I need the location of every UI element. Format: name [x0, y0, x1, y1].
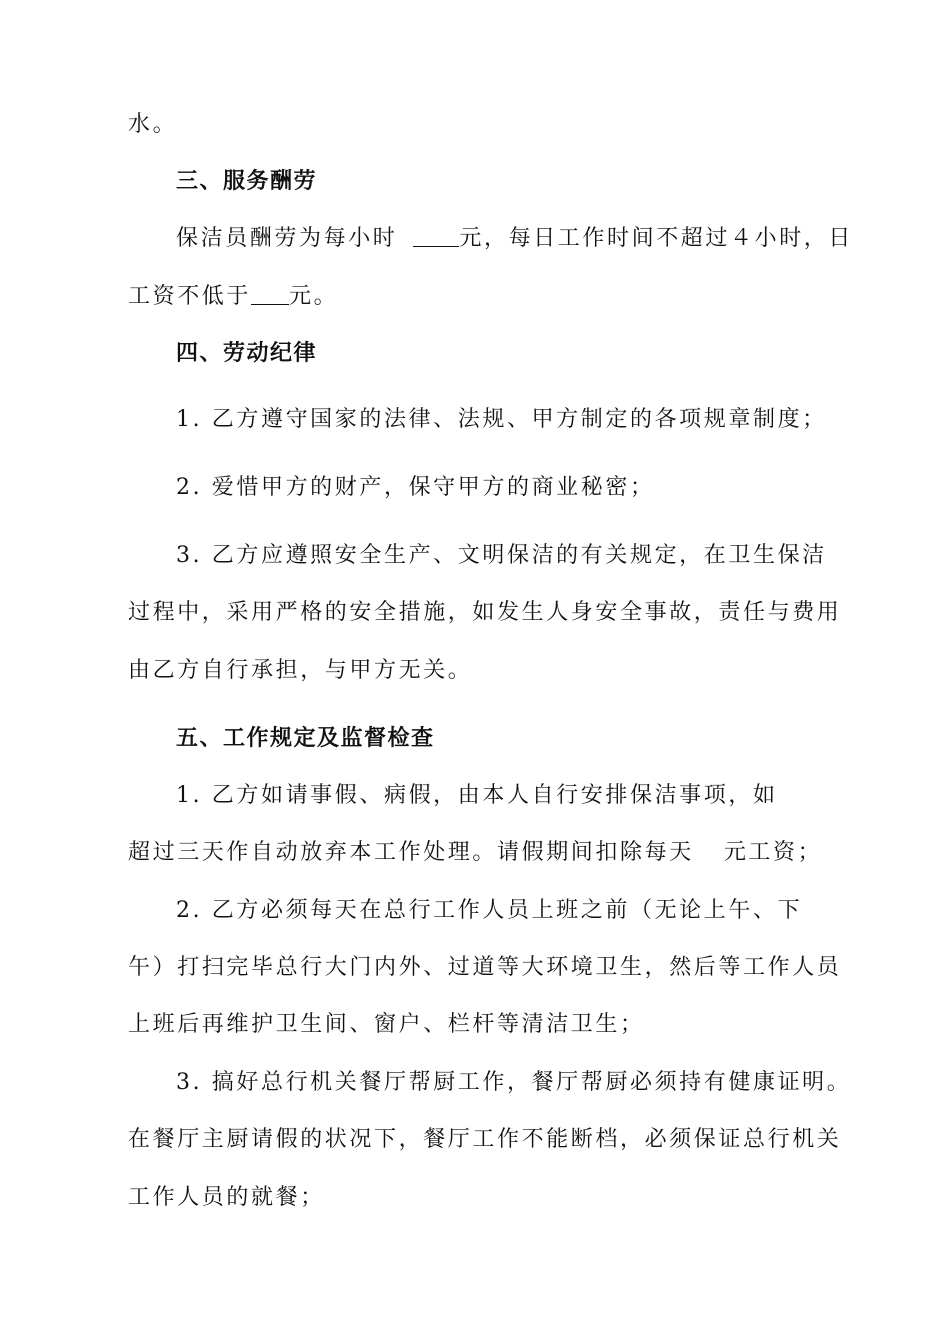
text-line: 过程中，采用严格的安全措施，如发生人身安全事故，责任与费用 — [128, 600, 842, 625]
section-heading-4: 四、劳动纪律 — [176, 341, 318, 366]
section-heading-5: 五、工作规定及监督检查 — [176, 726, 435, 751]
text-segment: 元工资； — [723, 840, 823, 865]
text-segment: 保洁员酬劳为每小时 — [176, 226, 398, 251]
text-line: 3. 搞好总行机关餐厅帮厨工作，餐厅帮厨必须持有健康证明。 — [176, 1070, 852, 1095]
fill-blank — [413, 226, 459, 247]
section-heading-3: 三、服务酬劳 — [176, 169, 318, 194]
text-line: 在餐厅主厨请假的状况下，餐厅工作不能断档，必须保证总行机关 — [128, 1127, 842, 1152]
text-line: 水。 — [128, 112, 178, 137]
text-line: 2. 爱惜甲方的财产，保守甲方的商业秘密； — [176, 475, 655, 500]
text-line: 2. 乙方必须每天在总行工作人员上班之前（无论上午、下 — [176, 898, 803, 923]
fill-blank — [251, 284, 289, 305]
text-line: 1. 乙方如请事假、病假，由本人自行安排保洁事项，如 — [176, 783, 778, 808]
text-line — [176, 224, 853, 254]
text-line: 上班后再维护卫生间、窗户、栏杆等清洁卫生； — [128, 1012, 645, 1037]
text-segment: 超过三天作自动放弃本工作处理。请假期间扣除每天 — [128, 840, 694, 865]
text-line — [128, 838, 822, 868]
text-line: 1. 乙方遵守国家的法律、法规、甲方制定的各项规章制度； — [176, 407, 827, 432]
text-line — [128, 282, 338, 312]
text-line: 工作人员的就餐； — [128, 1185, 325, 1210]
text-segment: 元，每日工作时间不超过４小时，日 — [459, 226, 854, 251]
text-line: 3. 乙方应遵照安全生产、文明保洁的有关规定，在卫生保洁 — [176, 543, 827, 568]
text-line: 由乙方自行承担，与甲方无关。 — [128, 658, 473, 683]
text-line: 午）打扫完毕总行大门内外、过道等大环境卫生，然后等工作人员 — [128, 955, 842, 980]
text-segment: 工资不低于 — [128, 284, 252, 309]
text-segment: 元。 — [289, 284, 339, 309]
